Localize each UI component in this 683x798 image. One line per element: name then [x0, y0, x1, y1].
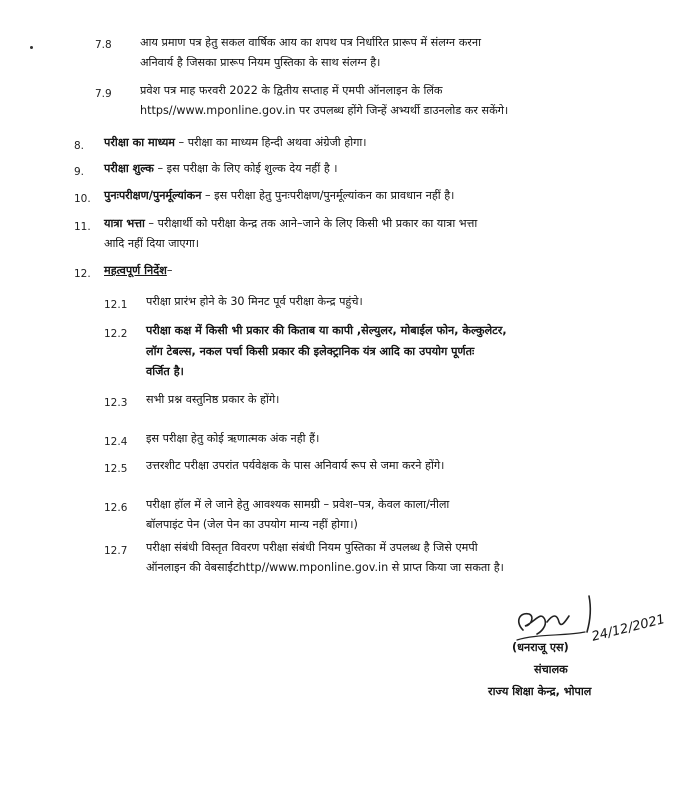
item-9 — [104, 159, 338, 179]
sub-number: 12.7 — [104, 545, 128, 557]
item-number: 7.8 — [95, 39, 112, 51]
item-number: 7.9 — [95, 88, 112, 100]
item-text: – परीक्षा का माध्यम हिन्दी अथवा अंग्रेजी होगा। — [175, 136, 367, 149]
item-number: 10. — [74, 193, 91, 205]
item-heading: परीक्षा शुल्क — [104, 162, 154, 175]
item-number: 8. — [74, 140, 85, 152]
item-heading: महत्वपूर्ण निर्देश — [104, 264, 167, 277]
item-text: – इस परीक्षा के लिए कोई शुल्क देय नहीं है । — [153, 162, 338, 175]
item-10 — [104, 186, 454, 206]
item-11-line-1 — [104, 214, 477, 234]
item-number: 12. — [74, 268, 91, 280]
item-12-7-line-2: ऑनलाइन की वेबसाईटhttp//www.mponline.gov.in से प्राप्त किया जा सकता है। — [146, 561, 504, 574]
item-12-3: सभी प्रश्न वस्तुनिष्ठ प्रकार के होंगे। — [146, 393, 280, 406]
signatory-office: राज्य शिक्षा केन्द्र, भोपाल — [488, 685, 592, 698]
sub-number: 12.1 — [104, 299, 128, 311]
item-number: 11. — [74, 221, 91, 233]
item-12-2-line-3: वर्जित है। — [146, 365, 184, 378]
item-12-1: परीक्षा प्रारंभ होने के 30 मिनट पूर्व परीक्षा केन्द्र पहुंचे। — [146, 295, 363, 308]
item-12 — [104, 261, 172, 281]
sub-number: 12.4 — [104, 436, 128, 448]
item-11-line-2: आदि नहीं दिया जाएगा। — [104, 237, 200, 250]
item-12-4: इस परीक्षा हेतु कोई ऋणात्मक अंक नही हैं। — [146, 432, 320, 445]
item-number: 9. — [74, 166, 85, 178]
signature-date: 24/12/2021 — [590, 612, 667, 645]
item-12-7-line-1: परीक्षा संबंधी विस्तृत विवरण परीक्षा संबंधी नियम पुस्तिका में उपलब्ध है जिसे एमपी — [146, 541, 478, 554]
scan-speck — [30, 46, 33, 49]
item-heading: पुनःपरीक्षण/पुनर्मूल्यांकन — [104, 189, 202, 202]
item-12-6-line-1: परीक्षा हॉल में ले जाने हेतु आवश्यक सामग्री – प्रवेश–पत्र, केवल काला/नीला — [146, 498, 450, 511]
item-7-8-line-1: आय प्रमाण पत्र हेतु सकल वार्षिक आय का शपथ पत्र निर्धारित प्रारूप में संलग्न करना — [140, 36, 481, 49]
item-text: – इस परीक्षा हेतु पुनःपरीक्षण/पुनर्मूल्यांकन का प्रावधान नहीं है। — [201, 189, 455, 202]
item-text: – परीक्षार्थी को परीक्षा केन्द्र तक आने–जाने के लिए किसी भी प्रकार का यात्रा भत्ता — [144, 217, 478, 230]
sub-number: 12.2 — [104, 328, 128, 340]
item-heading: परीक्षा का माध्यम — [104, 136, 175, 149]
item-12-2-line-2: लॉग टेबल्स, नकल पर्चा किसी प्रकार की इलेक्ट्रानिक यंत्र आदि का उपयोग पूर्णतः — [146, 345, 475, 358]
item-heading: यात्रा भत्ता — [104, 217, 145, 230]
sub-number: 12.5 — [104, 463, 128, 475]
item-text: – — [166, 264, 173, 277]
signatory-title: संचालक — [534, 663, 568, 676]
item-12-6-line-2: बॉलपाइंट पेन (जेल पेन का उपयोग मान्य नहीं होगा।) — [146, 518, 358, 531]
item-7-9-line-1: प्रवेश पत्र माह फरवरी 2022 के द्वितीय सप्ताह में एमपी ऑनलाइन के लिंक — [140, 84, 443, 97]
item-12-2-line-1: परीक्षा कक्ष में किसी भी प्रकार की किताब या कापी ,सेल्युलर, मोबाईल फोन, केल्कुलेटर, — [146, 324, 507, 337]
sub-number: 12.6 — [104, 502, 128, 514]
item-7-9-line-2: https//www.mponline.gov.in पर उपलब्ध होंगे जिन्हें अभ्यर्थी डाउनलोड कर सकेंगे। — [140, 104, 509, 117]
item-7-8-line-2: अनिवार्य है जिसका प्रारूप नियम पुस्तिका के साथ संलग्न है। — [140, 56, 381, 69]
sub-number: 12.3 — [104, 397, 128, 409]
item-12-5: उत्तरशीट परीक्षा उपरांत पर्यवेक्षक के पास अनिवार्य रूप से जमा करने होंगे। — [146, 459, 445, 472]
item-8 — [104, 133, 367, 153]
signatory-name: (धनराजू एस) — [512, 641, 569, 654]
